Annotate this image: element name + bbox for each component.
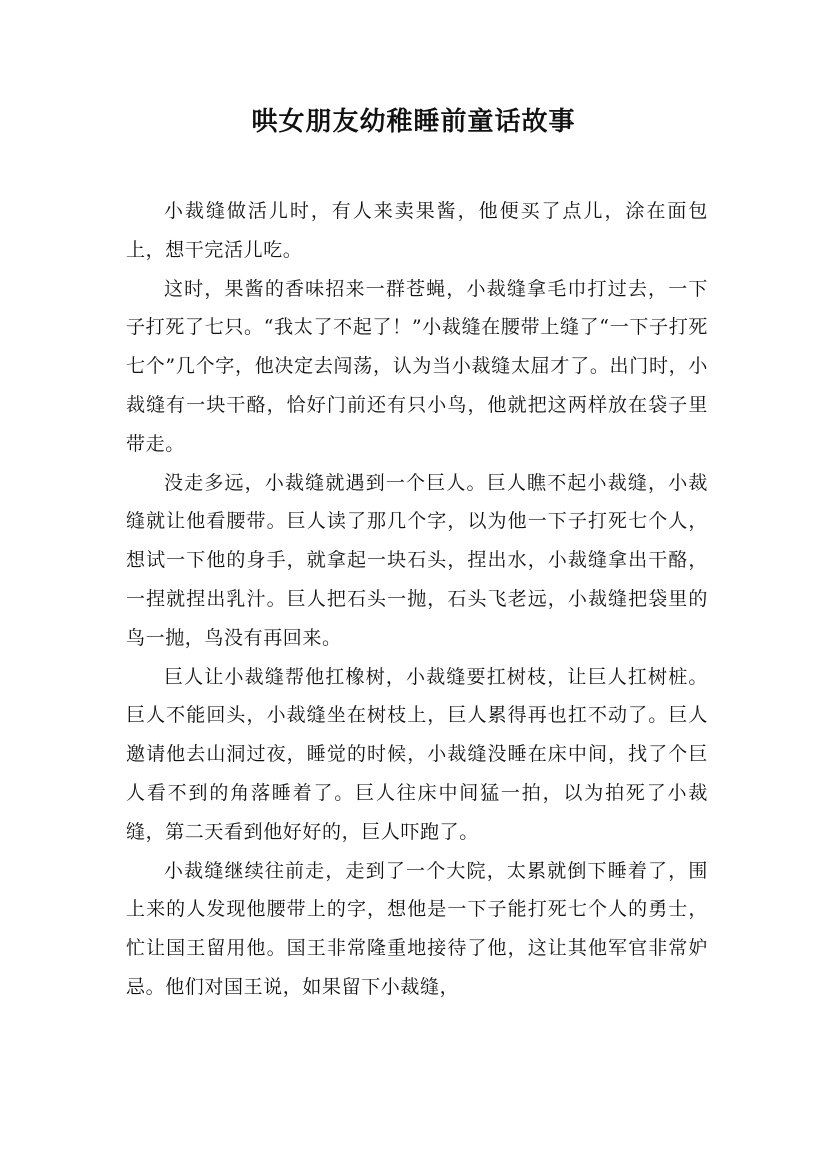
document-title: 哄女朋友幼稚睡前童话故事 [251,107,576,137]
paragraph: 小裁缝做活儿时，有人来卖果酱，他便买了点儿，涂在面包上，想干完活儿吃。 [126,200,708,261]
paragraph: 巨人让小裁缝帮他扛橡树，小裁缝要扛树枝，让巨人扛树桩。巨人不能回头，小裁缝坐在树枝上，巨人累得再也扛不动了。巨人邀请他去山洞过夜，睡觉的时候，小裁缝没睡在床中间，找了个巨人看不到的角落睡着了。巨人往床中间猛一拍，以为拍死了小裁缝，第二天看到他好好的，巨人吓跑了。 [126,665,708,843]
paragraph: 小裁缝继续往前走，走到了一个大院，太累就倒下睡着了，围上来的人发现他腰带上的字，想他是一下子能打死七个人的勇士，忙让国王留用他。国王非常隆重地接待了他，这让其他军官非常妒忌。他们对国王说，如果留下小裁缝， [126,859,708,998]
document-body [126,192,708,1007]
paragraph: 没走多远，小裁缝就遇到一个巨人。巨人瞧不起小裁缝，小裁缝就让他看腰带。巨人读了那几个字，以为他一下子打死七个人，想试一下他的身手，就拿起一块石头，捏出水，小裁缝拿出干酪，一捏就捏出乳汁。巨人把石头一抛，石头飞老远，小裁缝把袋里的鸟一抛，鸟没有再回来。 [126,471,708,649]
paragraph: 这时，果酱的香味招来一群苍蝇，小裁缝拿毛巾打过去，一下子打死了七只。“我太了不起了！”小裁缝在腰带上缝了“一下子打死七个”几个字，他决定去闯荡，认为当小裁缝太屈才了。出门时，小裁缝有一块干酪，恰好门前还有只小鸟，他就把这两样放在袋子里带走。 [126,277,708,455]
